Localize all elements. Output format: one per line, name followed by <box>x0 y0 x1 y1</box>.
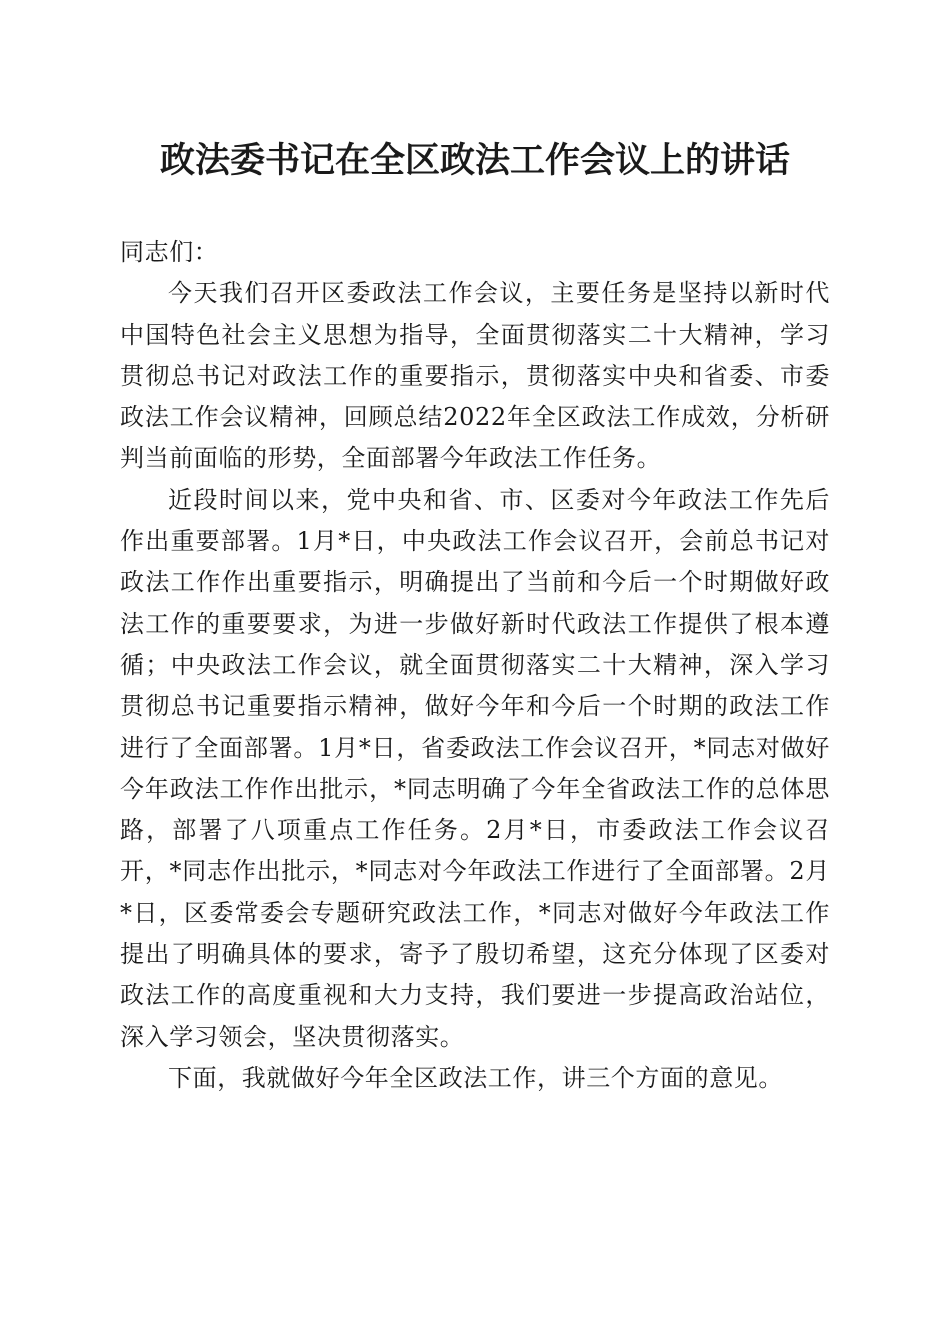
paragraph-deployments: 近段时间以来，党中央和省、市、区委对今年政法工作先后作出重要部署。1月*日，中央政法工作会议召开，会前总书记对政法工作作出重要指示，明确提出了当前和今后一个时期做好政法工作的重要要求，为进一步做好新时代政法工作提供了根本遵循；中央政法工作会议，就全面贯彻落实二十大精神，深入学习贯彻总书记重要指示精神，做好今年和今后一个时期的政法工作进行了全面部署。1月*日，省委政法工作会议召开，*同志对做好今年政法工作作出批示，*同志明确了今年全省政法工作的总体思路，部署了八项重点工作任务。2月*日，市委政法工作会议召开，*同志作出批示，*同志对今年政法工作进行了全面部署。2月*日，区委常委会专题研究政法工作，*同志对做好今年政法工作提出了明确具体的要求，寄予了殷切希望，这充分体现了区委对政法工作的高度重视和大力支持，我们要进一步提高政治站位，深入学习领会，坚决贯彻落实。 <box>120 485 830 1051</box>
paragraph-outline: 下面，我就做好今年全区政法工作，讲三个方面的意见。 <box>168 1063 783 1092</box>
salutation: 同志们： <box>120 238 219 266</box>
document-body <box>120 232 830 1099</box>
paragraph-intro: 今天我们召开区委政法工作会议，主要任务是坚持以新时代中国特色社会主义思想为指导，全面贯彻落实二十大精神，学习贯彻总书记对政法工作的重要指示，贯彻落实中央和省委、市委政法工作会议精神，回顾总结2022年全区政法工作成效，分析研判当前面临的形势，全面部署今年政法工作任务。 <box>120 279 830 473</box>
document-title: 政法委书记在全区政法工作会议上的讲话 <box>159 140 790 181</box>
